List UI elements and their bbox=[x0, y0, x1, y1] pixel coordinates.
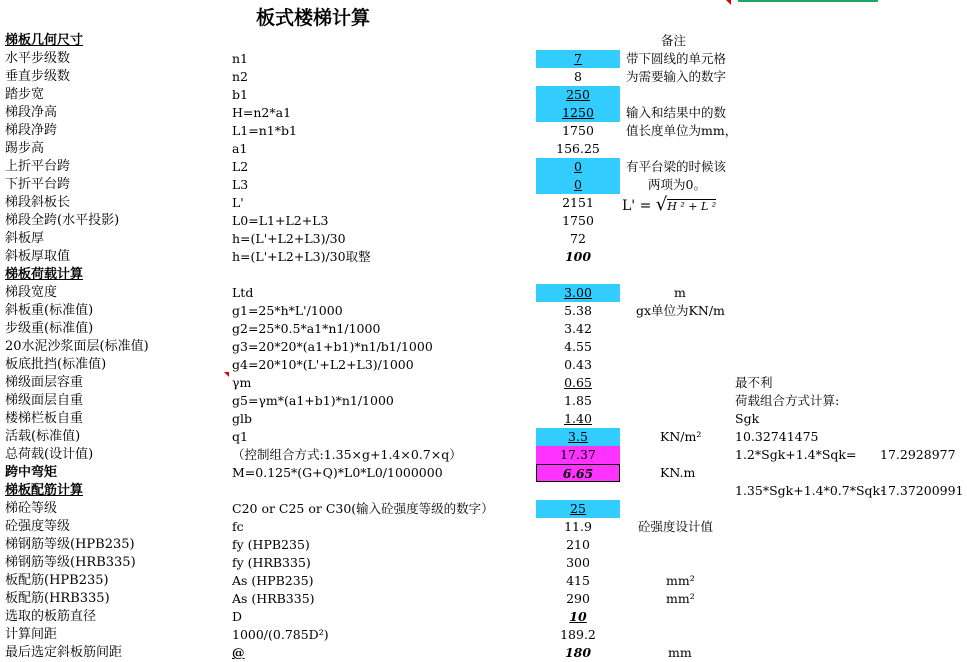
note-line: 值长度单位为mm， bbox=[626, 123, 738, 138]
row-formula: H=n2*a1 bbox=[232, 105, 292, 120]
value-cell[interactable] bbox=[536, 608, 620, 626]
note-line: 有平台梁的时候该 bbox=[626, 159, 727, 174]
unit-label: KN.m bbox=[660, 465, 696, 480]
cell-value: 25 bbox=[570, 501, 586, 516]
row-label: 上折平台跨 bbox=[5, 159, 71, 174]
row-formula: g5=γm*(a1+b1)*n1/1000 bbox=[232, 393, 394, 408]
row-label: 步级重(标准值) bbox=[5, 321, 94, 336]
cell-value: 7 bbox=[574, 51, 582, 66]
row-formula: g4=20*10*(L'+L2+L3)/1000 bbox=[232, 357, 414, 372]
row-label: 踢步高 bbox=[5, 141, 45, 156]
input-cell[interactable] bbox=[536, 158, 620, 176]
combo2-value[interactable]: 17.37200991 bbox=[880, 483, 964, 498]
value-cell[interactable] bbox=[536, 194, 620, 212]
result-cell[interactable] bbox=[536, 446, 620, 464]
row-formula: M=0.125*(G+Q)*L0*L0/1000000 bbox=[232, 465, 443, 480]
cell-value: 3.5 bbox=[568, 429, 588, 444]
cell-value: 415 bbox=[566, 573, 590, 588]
worst-label: 最不利 bbox=[735, 375, 773, 390]
excel-accent-bar bbox=[738, 0, 878, 2]
input-cell[interactable] bbox=[536, 500, 620, 518]
row-label: 梯段净跨 bbox=[5, 123, 58, 138]
value-cell[interactable] bbox=[536, 590, 620, 608]
section-header: 梯板荷载计算 bbox=[5, 267, 84, 282]
unit-note: 砼强度设计值 bbox=[638, 519, 714, 534]
row-label: 活载(标准值) bbox=[5, 429, 81, 444]
value-cell[interactable] bbox=[536, 392, 620, 410]
row-formula: Ltd bbox=[232, 285, 254, 300]
row-label: 跨中弯矩 bbox=[5, 465, 58, 480]
value-cell[interactable] bbox=[536, 68, 620, 86]
sqrt-icon: √ bbox=[655, 194, 668, 215]
row-formula: fy (HPB235) bbox=[232, 537, 310, 552]
formula-rhs: H ² + L ² bbox=[667, 200, 717, 213]
unit-label: mm bbox=[668, 645, 692, 660]
row-label: 板配筋(HPB235) bbox=[5, 573, 109, 588]
row-label: 板底批挡(标准值) bbox=[5, 357, 107, 372]
cell-value: 0 bbox=[574, 159, 582, 174]
row-formula: g1=25*h*L'/1000 bbox=[232, 303, 343, 318]
value-cell[interactable] bbox=[536, 356, 620, 374]
cell-value: 290 bbox=[566, 591, 590, 606]
row-formula: L3 bbox=[232, 177, 249, 192]
value-cell[interactable] bbox=[536, 374, 620, 392]
row-formula: 1000/(0.785D²) bbox=[232, 627, 329, 642]
value-cell[interactable] bbox=[536, 554, 620, 572]
combo-label: 荷载组合方式计算: bbox=[735, 393, 840, 408]
row-label: 砼强度等级 bbox=[5, 519, 71, 534]
input-cell[interactable] bbox=[536, 284, 620, 302]
row-label: 斜板厚 bbox=[5, 231, 45, 246]
value-cell[interactable] bbox=[536, 248, 620, 266]
row-label: 梯段宽度 bbox=[5, 285, 58, 300]
row-formula: a1 bbox=[232, 141, 248, 156]
row-formula: h=(L'+L2+L3)/30 bbox=[232, 231, 346, 246]
input-cell[interactable] bbox=[536, 104, 620, 122]
input-cell[interactable] bbox=[536, 50, 620, 68]
cell-value: 3.00 bbox=[564, 285, 592, 300]
cell-value: 0.43 bbox=[564, 357, 592, 372]
value-cell[interactable] bbox=[536, 302, 620, 320]
row-label: 楼梯栏板自重 bbox=[5, 411, 84, 426]
cell-value: 300 bbox=[566, 555, 590, 570]
cell-value: 3.42 bbox=[564, 321, 592, 336]
note-line: 为需要输入的数字 bbox=[626, 69, 727, 84]
cell-value: 100 bbox=[564, 249, 592, 264]
row-label: 垂直步级数 bbox=[5, 69, 71, 84]
formula-lhs: L' = bbox=[622, 198, 656, 214]
cell-value: 180 bbox=[564, 645, 592, 660]
row-label: 梯级面层自重 bbox=[5, 393, 84, 408]
row-formula: As (HRB335) bbox=[232, 591, 315, 606]
unit-label: KN/m² bbox=[660, 429, 702, 444]
combo1-value[interactable]: 17.2928977 bbox=[880, 447, 956, 462]
comment-marker-icon bbox=[726, 0, 731, 5]
value-cell[interactable] bbox=[536, 410, 620, 428]
value-cell[interactable] bbox=[536, 320, 620, 338]
row-formula: g3=20*20*(a1+b1)*n1/b1/1000 bbox=[232, 339, 433, 354]
row-formula: （控制组合方式:1.35×g+1.4×0.7×q） bbox=[232, 447, 462, 462]
cell-value: 1.85 bbox=[564, 393, 592, 408]
cell-value: 0.65 bbox=[564, 375, 592, 390]
sgk-label: Sgk bbox=[735, 411, 760, 426]
cell-value: 72 bbox=[570, 231, 586, 246]
section-header: 梯板配筋计算 bbox=[5, 483, 84, 498]
unit-label: mm² bbox=[666, 573, 695, 588]
row-label: 斜板重(标准值) bbox=[5, 303, 94, 318]
row-formula: n2 bbox=[232, 69, 249, 84]
combo2-label: 1.35*Sgk+1.4*0.7*Sqk· bbox=[735, 483, 885, 498]
row-label: 梯砼等级 bbox=[5, 501, 58, 516]
unit-label: m bbox=[674, 285, 686, 300]
note-line: 带下圆线的单元格 bbox=[626, 51, 727, 66]
cell-value: 8 bbox=[574, 69, 582, 84]
row-label: 计算间距 bbox=[5, 627, 58, 642]
cell-value: 6.65 bbox=[562, 466, 594, 481]
cell-value: 0 bbox=[574, 177, 582, 192]
row-label: 梯段全跨(水平投影) bbox=[5, 213, 120, 228]
cell-value: 1.40 bbox=[564, 411, 592, 426]
unit-label: mm² bbox=[666, 591, 695, 606]
combo1-label: 1.2*Sgk+1.4*Sqk= bbox=[735, 447, 857, 462]
value-cell[interactable] bbox=[536, 644, 620, 662]
row-label: 下折平台跨 bbox=[5, 177, 71, 192]
row-formula: g2=25*0.5*a1*n1/1000 bbox=[232, 321, 381, 336]
row-label: 20水泥沙浆面层(标准值) bbox=[5, 339, 149, 354]
section-header: 梯板几何尺寸 bbox=[5, 33, 84, 48]
note-line: 输入和结果中的数 bbox=[626, 105, 727, 120]
value-cell[interactable] bbox=[536, 230, 620, 248]
remark-header: 备注 bbox=[661, 33, 687, 48]
row-formula: γm bbox=[232, 375, 252, 390]
sheet-title: 板式楼梯计算 bbox=[256, 7, 371, 29]
cell-value: 1750 bbox=[562, 123, 594, 138]
row-formula: b1 bbox=[232, 87, 248, 102]
input-cell[interactable] bbox=[536, 86, 620, 104]
row-formula: L1=n1*b1 bbox=[232, 123, 297, 138]
cell-value: 1750 bbox=[562, 213, 594, 228]
row-label: 总荷载(设计值) bbox=[5, 447, 94, 462]
row-label: 梯段净高 bbox=[5, 105, 58, 120]
value-cell[interactable] bbox=[536, 212, 620, 230]
cell-value: 156.25 bbox=[556, 141, 600, 156]
cell-value: 2151 bbox=[562, 195, 594, 210]
unit-note: gx单位为KN/m bbox=[636, 303, 725, 318]
value-cell[interactable] bbox=[536, 572, 620, 590]
row-formula: n1 bbox=[232, 51, 249, 66]
value-cell[interactable] bbox=[536, 338, 620, 356]
row-formula: q1 bbox=[232, 429, 248, 444]
row-label: 梯段斜板长 bbox=[5, 195, 71, 210]
cell-value: 10 bbox=[569, 609, 587, 624]
row-formula: @ bbox=[232, 645, 245, 660]
row-label: 踏步宽 bbox=[5, 87, 45, 102]
row-label: 梯钢筋等级(HRB335) bbox=[5, 555, 136, 570]
row-formula: C20 or C25 or C30(输入砼强度等级的数字） bbox=[232, 501, 494, 516]
row-formula: glb bbox=[232, 411, 253, 426]
cell-value: 11.9 bbox=[564, 519, 592, 534]
value-cell[interactable] bbox=[536, 518, 620, 536]
cell-value: 5.38 bbox=[564, 303, 592, 318]
row-label: 水平步级数 bbox=[5, 51, 71, 66]
row-formula: fy (HRB335) bbox=[232, 555, 311, 570]
cell-value: 210 bbox=[566, 537, 590, 552]
row-label: 选取的板筋直径 bbox=[5, 609, 97, 624]
row-formula: L0=L1+L2+L3 bbox=[232, 213, 329, 228]
row-label: 梯级面层容重 bbox=[5, 375, 84, 390]
cell-value: 189.2 bbox=[560, 627, 596, 642]
value-cell[interactable] bbox=[536, 122, 620, 140]
value-cell[interactable] bbox=[536, 536, 620, 554]
comment-marker-icon bbox=[224, 372, 229, 377]
row-label: 板配筋(HRB335) bbox=[5, 591, 110, 606]
row-formula: As (HPB235) bbox=[232, 573, 314, 588]
input-cell[interactable] bbox=[536, 428, 620, 446]
input-cell[interactable] bbox=[536, 176, 620, 194]
slope-length-formula bbox=[622, 194, 716, 218]
row-label: 梯钢筋等级(HPB235) bbox=[5, 537, 135, 552]
cell-value: 4.55 bbox=[564, 339, 592, 354]
sgk-value[interactable]: 10.32741475 bbox=[735, 429, 819, 444]
row-formula: fc bbox=[232, 519, 244, 534]
row-formula: L' bbox=[232, 195, 244, 210]
row-label: 斜板厚取值 bbox=[5, 249, 71, 264]
row-label: 最后选定斜板筋间距 bbox=[5, 645, 123, 660]
result-cell[interactable] bbox=[536, 464, 620, 482]
value-cell[interactable] bbox=[536, 626, 620, 644]
row-formula: D bbox=[232, 609, 243, 624]
row-formula: h=(L'+L2+L3)/30取整 bbox=[232, 249, 371, 264]
cell-value: 1250 bbox=[562, 105, 594, 120]
cell-value: 17.37 bbox=[560, 447, 596, 462]
cell-value: 250 bbox=[566, 87, 590, 102]
value-cell[interactable] bbox=[536, 140, 620, 158]
row-formula: L2 bbox=[232, 159, 249, 174]
note-line: 两项为0。 bbox=[648, 177, 706, 192]
